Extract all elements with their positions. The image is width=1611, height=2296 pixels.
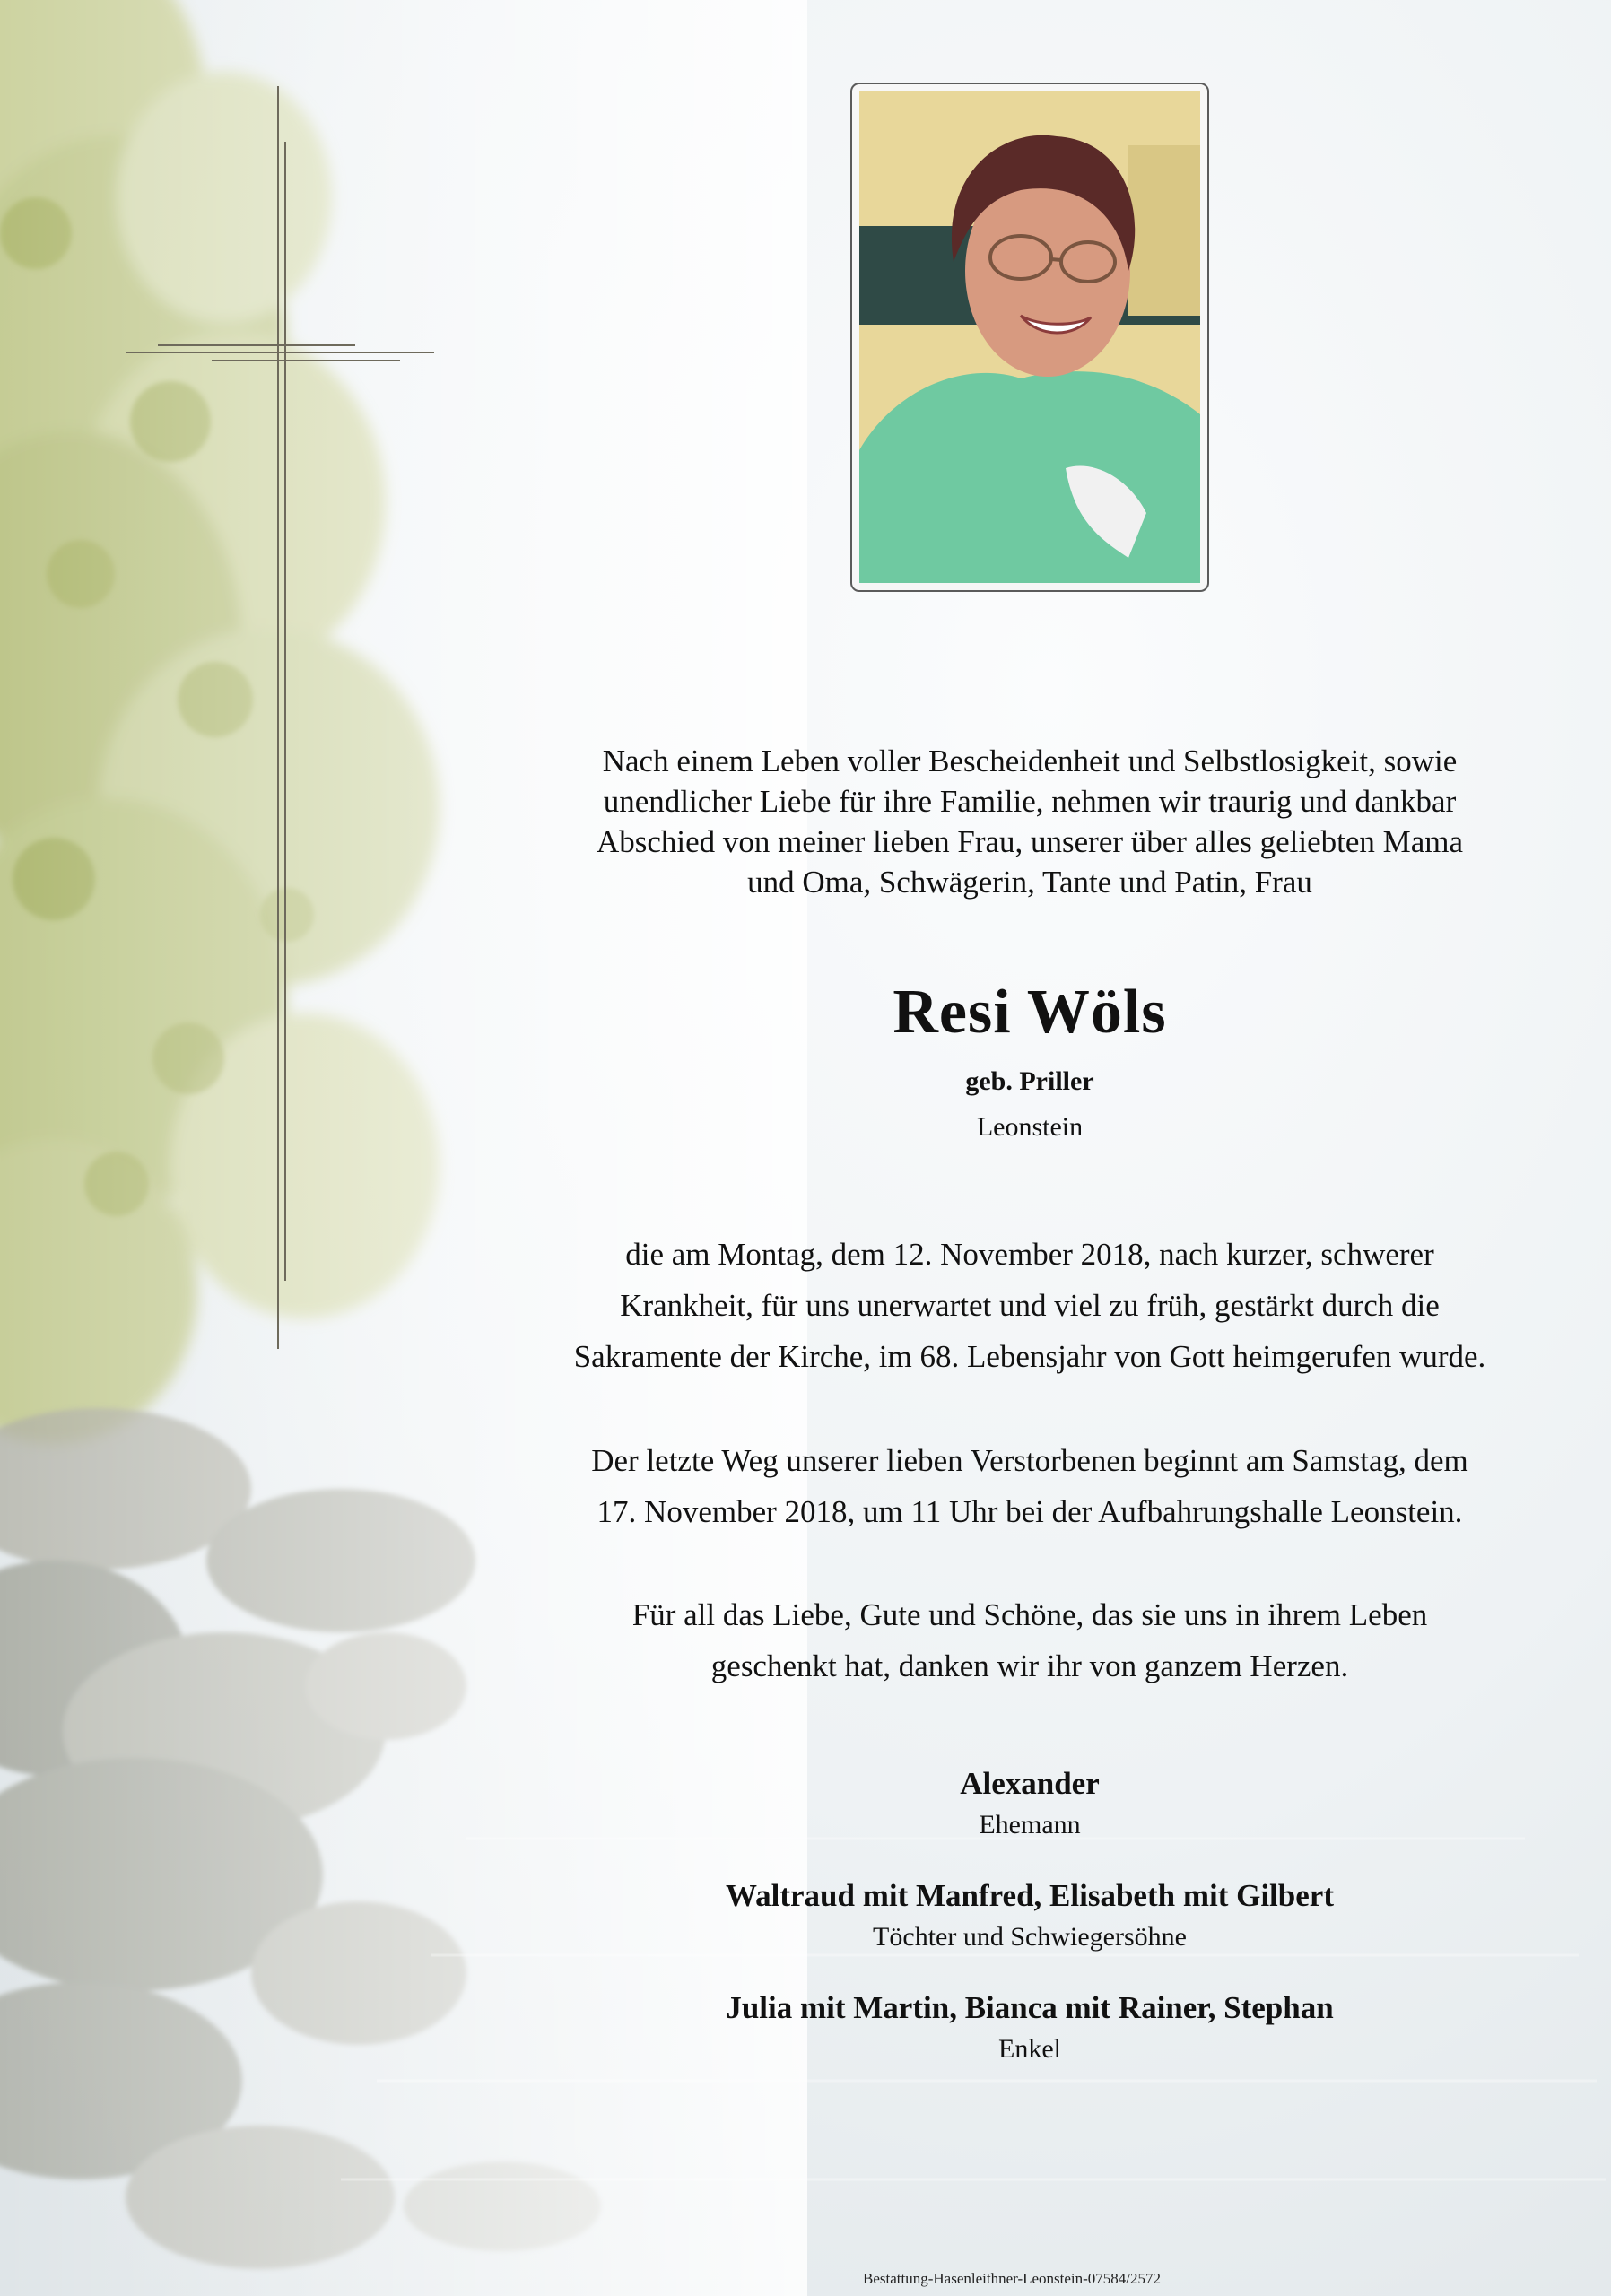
intro-line: Nach einem Leben voller Bescheidenheit und Selbstlosigkeit, sowie [602, 744, 1458, 778]
paragraph-line: geschenkt hat, danken wir ihr von ganzem Herzen. [710, 1648, 1349, 1683]
mourner-relation: Töchter und Schwiegersöhne [873, 1922, 1187, 1952]
intro-line: und Oma, Schwägerin, Tante und Patin, Frau [747, 865, 1312, 900]
thanks-paragraph [502, 1589, 1557, 1692]
mourner-names: Alexander [960, 1766, 1100, 1801]
portrait-image [859, 91, 1200, 583]
death-notice-paragraph [502, 1229, 1557, 1382]
intro-text [502, 741, 1557, 902]
paragraph-line: Krankheit, für uns unerwartet und viel zu früh, gestärkt durch die [620, 1288, 1440, 1323]
hometown: Leonstein [976, 1112, 1084, 1142]
funeral-info-paragraph [502, 1435, 1557, 1537]
intro-line: Abschied von meiner lieben Frau, unserer über alles geliebten Mama [596, 824, 1464, 859]
deceased-name: Resi Wöls [893, 978, 1167, 1047]
intro-line: unendlicher Liebe für ihre Familie, nehmen wir traurig und dankbar [603, 784, 1457, 819]
mourner-names: Julia mit Martin, Bianca mit Rainer, Stephan [726, 1990, 1334, 2025]
mourner-relation: Ehemann [979, 1810, 1081, 1839]
maiden-name: geb. Priller [965, 1066, 1094, 1096]
paragraph-line: Für all das Liebe, Gute und Schöne, das sie uns in ihrem Leben [631, 1597, 1428, 1632]
paragraph-line: Sakramente der Kirche, im 68. Lebensjahr von Gott heimgerufen wurde. [573, 1339, 1486, 1374]
paragraph-line: die am Montag, dem 12. November 2018, nach kurzer, schwerer [625, 1237, 1434, 1272]
funeral-home-footer: Bestattung-Hasenleithner-Leonstein-07584/2572 [863, 2270, 1162, 2287]
mourner-names: Waltraud mit Manfred, Elisabeth mit Gilbert [726, 1878, 1334, 1913]
paragraph-line: 17. November 2018, um 11 Uhr bei der Aufbahrungshalle Leonstein. [597, 1494, 1463, 1529]
paragraph-line: Der letzte Weg unserer lieben Verstorbenen beginnt am Samstag, dem [591, 1443, 1468, 1478]
portrait-photo [850, 83, 1209, 592]
mourner-relation: Enkel [998, 2034, 1061, 2064]
